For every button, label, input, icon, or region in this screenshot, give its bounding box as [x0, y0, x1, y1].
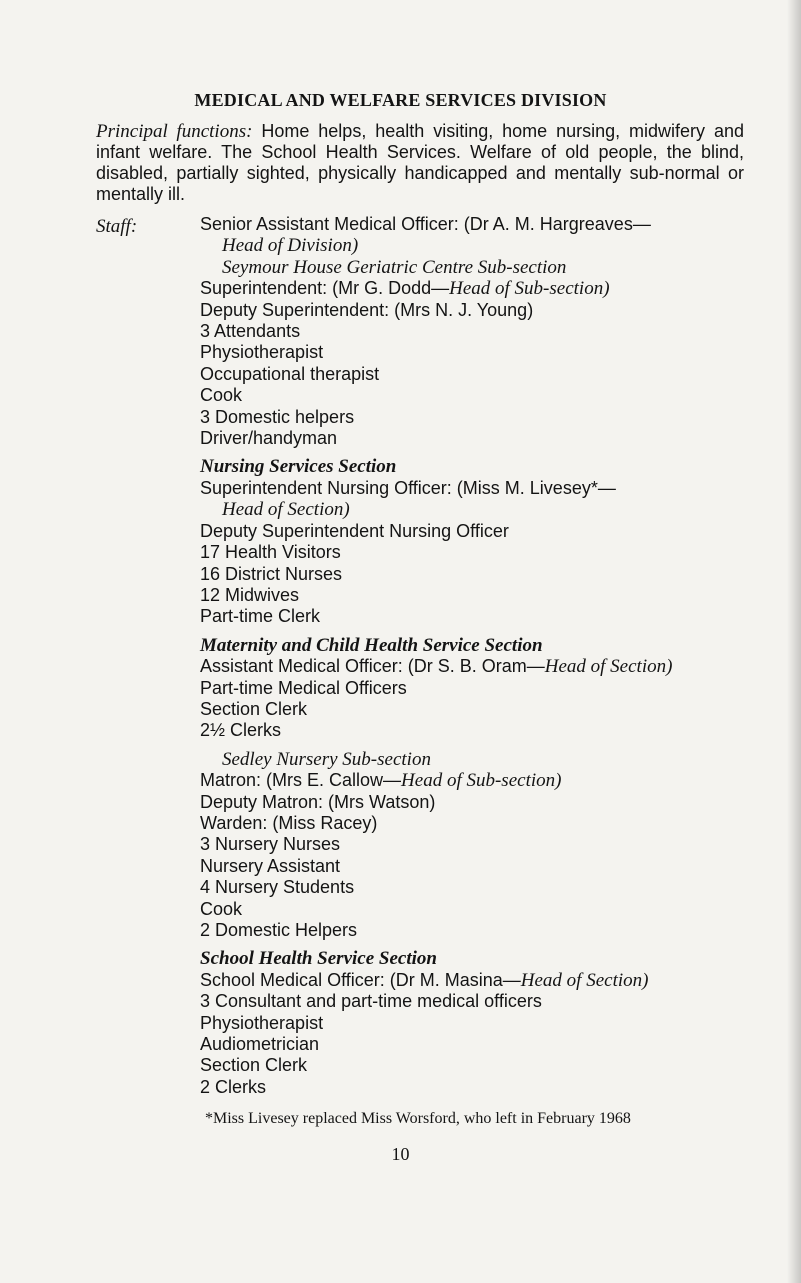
school-head-name: School Medical Officer: (Dr M. Masina— [200, 969, 521, 990]
division-head-role: Head of Division) [222, 235, 359, 257]
nursing-head-line: Superintendent Nursing Officer: (Miss M. Livesey*— [200, 477, 616, 498]
sedley-head-role: Head of Sub-section) [401, 770, 562, 792]
staff-line: Deputy Matron: (Mrs Watson) [200, 791, 436, 812]
staff-line: Part-time Clerk [200, 606, 321, 627]
staff-line: 2 Clerks [200, 1076, 267, 1097]
seymour-superintendent [200, 278, 760, 299]
nursing-section-title: Nursing Services Section [200, 456, 397, 478]
staff-line: Occupational therapist [200, 363, 380, 384]
sedley-subsection-title: Sedley Nursery Sub-section [222, 748, 431, 770]
staff-line: 16 District Nurses [200, 563, 343, 584]
page-heading: MEDICAL AND WELFARE SERVICES DIVISION [194, 90, 607, 110]
maternity-head-role: Head of Section) [544, 656, 673, 678]
staff-label: Staff: [96, 216, 138, 237]
maternity-head-line [200, 656, 760, 677]
school-section-title: School Health Service Section [200, 948, 437, 970]
staff-line: Section Clerk [200, 1055, 308, 1076]
staff-line: 3 Domestic helpers [200, 406, 355, 427]
staff-line: Cook [200, 385, 243, 406]
page-edge-shadow [787, 0, 801, 1283]
staff-line: 2 Domestic Helpers [200, 920, 358, 940]
staff-line: Section Clerk [200, 698, 308, 719]
seymour-superintendent-name: Superintendent: (Mr G. Dodd— [200, 278, 450, 299]
staff-line: 4 Nursery Students [200, 877, 355, 898]
staff-line: Warden: (Miss Racey) [200, 812, 378, 833]
staff-line: Deputy Superintendent Nursing Officer [200, 520, 509, 541]
staff-line: 17 Health Visitors [200, 542, 341, 563]
maternity-section-title: Maternity and Child Health Service Section [200, 634, 543, 656]
school-head-line [200, 970, 760, 991]
division-head-line: Senior Assistant Medical Officer: (Dr A. M. Hargreaves— [200, 214, 651, 234]
principal-functions-label: Principal functions: [96, 121, 253, 142]
footnote: *Miss Livesey replaced Miss Worsford, who left in February 1968 [205, 1110, 631, 1127]
staff-line: Nursery Assistant [200, 855, 341, 876]
sedley-head-name: Matron: (Mrs E. Callow— [200, 770, 402, 791]
principal-functions [96, 121, 744, 205]
staff-line: 3 Nursery Nurses [200, 834, 341, 855]
page-number: 10 [391, 1144, 410, 1164]
staff-line: 2½ Clerks [200, 720, 282, 741]
sedley-head-line [200, 770, 760, 791]
maternity-head-name: Assistant Medical Officer: (Dr S. B. Oram— [200, 656, 545, 677]
staff-line: Deputy Superintendent: (Mrs N. J. Young) [200, 299, 534, 320]
nursing-head-role: Head of Section) [222, 499, 350, 521]
staff-line: 3 Attendants [200, 321, 301, 342]
seymour-subsection-title: Seymour House Geriatric Centre Sub-section [222, 256, 567, 278]
staff-line: Cook [200, 898, 243, 919]
seymour-superintendent-role: Head of Sub-section) [449, 278, 610, 300]
principal-functions-text: Home helps, health visiting, home nursing, midwifery and infant welfare. The School Health Services. Welfare of old people, the blind, disabled, partially sighted, physically handicapped and mentally sub-normal or mentally ill. [96, 121, 744, 204]
staff-line: Audiometrician [200, 1034, 320, 1055]
staff-list [200, 214, 760, 1098]
staff-line: 3 Consultant and part-time medical officers [200, 991, 542, 1012]
school-head-role: Head of Section) [520, 969, 649, 991]
staff-line: Driver/handyman [200, 428, 338, 449]
staff-line: Part-time Medical Officers [200, 677, 407, 698]
staff-line: Physiotherapist [200, 342, 324, 363]
staff-line: 12 Midwives [200, 584, 300, 605]
staff-line: Physiotherapist [200, 1012, 324, 1033]
